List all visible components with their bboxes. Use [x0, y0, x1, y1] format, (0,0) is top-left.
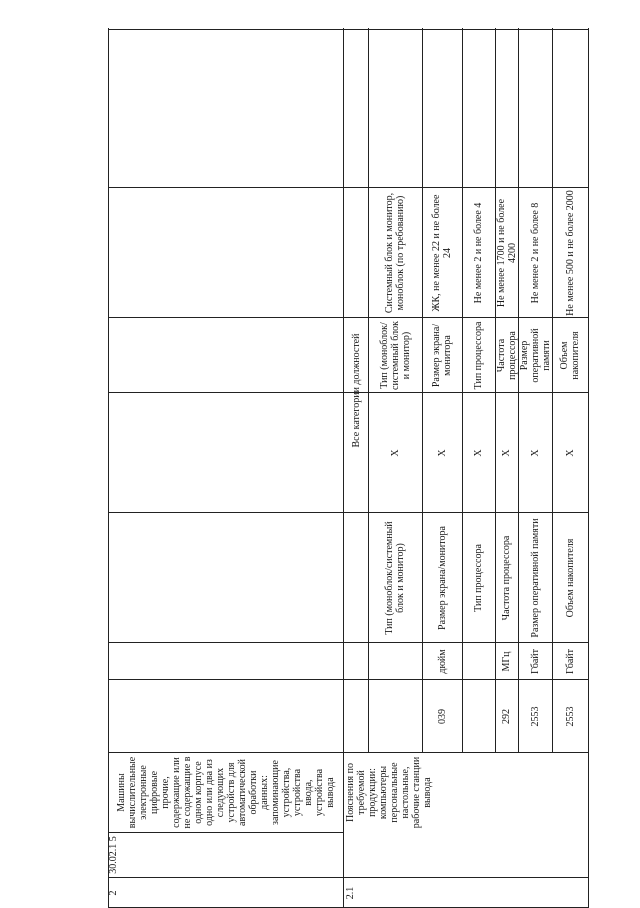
spec-code: 292 — [501, 709, 512, 724]
spec-characteristic-repeat: Частота процессора — [495, 331, 518, 380]
spec-unit — [368, 645, 422, 678]
requirements-table — [100, 28, 590, 908]
spec-value: ЖК, не менее 22 и не более 24 — [431, 194, 453, 312]
row2-okpd-code: 30.02.1 5 — [108, 836, 119, 874]
spec-value: Не менее 500 и не более 2000 — [564, 190, 576, 316]
spec-characteristic-repeat: Размер оперативной памяти — [518, 328, 552, 383]
spec-mark: X — [389, 449, 401, 457]
spec-mark: X — [473, 449, 484, 457]
spec-characteristic-repeat: Тип процессора — [473, 321, 484, 390]
spec-mark: X — [501, 449, 512, 457]
spec-characteristic: Размер оперативной памяти — [529, 518, 541, 638]
col-line-2 — [108, 832, 343, 833]
category-header: Все категории должностей — [350, 333, 362, 448]
spec-code — [462, 682, 495, 751]
spec-unit — [462, 645, 495, 678]
spec-code — [368, 682, 422, 751]
spec-unit: дюйм — [436, 649, 448, 674]
spec-characteristic: Размер экрана/монитора — [436, 526, 448, 630]
row21-number: 2.1 — [345, 886, 356, 900]
spec-characteristic-repeat: Тип (моноблок/системный блок и монитор) — [378, 321, 412, 390]
row2-product-name: Машины вычислительные электронные цифровые прочие, содержащие или не содержащие в одном корпусе одно или два из следующих устройств для автоматической обработки данных: запоминающие устройства, устройства ввода, устройства вывода — [115, 756, 336, 829]
col-line-1 — [108, 877, 588, 878]
table-border-bottom — [588, 28, 589, 908]
spec-mark: X — [564, 449, 576, 457]
spec-characteristic: Тип процессора — [473, 544, 484, 612]
spec-unit: Гбайт — [564, 648, 576, 675]
spec-characteristic: Объем накопителя — [564, 538, 576, 618]
spec-unit: Гбайт — [529, 648, 541, 675]
spec-value: Не менее 2 и не более 8 — [529, 202, 541, 304]
spec-unit: МГц — [501, 651, 512, 672]
spec-characteristic: Частота процессора — [501, 535, 512, 621]
row2-number: 2 — [108, 890, 119, 896]
spec-mark: X — [529, 449, 541, 457]
spec-code: 2553 — [529, 706, 541, 727]
spec-characteristic-repeat: Объем накопителя — [559, 331, 581, 380]
spec-value: Не менее 2 и не более 4 — [473, 202, 484, 304]
spec-characteristic-repeat: Размер экрана/монитора — [431, 323, 453, 388]
spec-value: Системный блок и монитор, моноблок (по требованию) — [384, 192, 406, 314]
row21-description: Пояснения по требуемой продукции: компьютеры персональные настольные, рабочие станции вывода — [345, 756, 433, 829]
spec-code: 2553 — [564, 706, 576, 727]
spec-value: Не менее 1700 и не более 4200 — [495, 198, 518, 308]
spec-characteristic: Тип (моноблок/системный блок и монитор) — [384, 521, 406, 635]
rotated-table-viewport — [100, 28, 590, 908]
spec-code: 039 — [436, 709, 448, 724]
spec-mark: X — [436, 449, 448, 457]
